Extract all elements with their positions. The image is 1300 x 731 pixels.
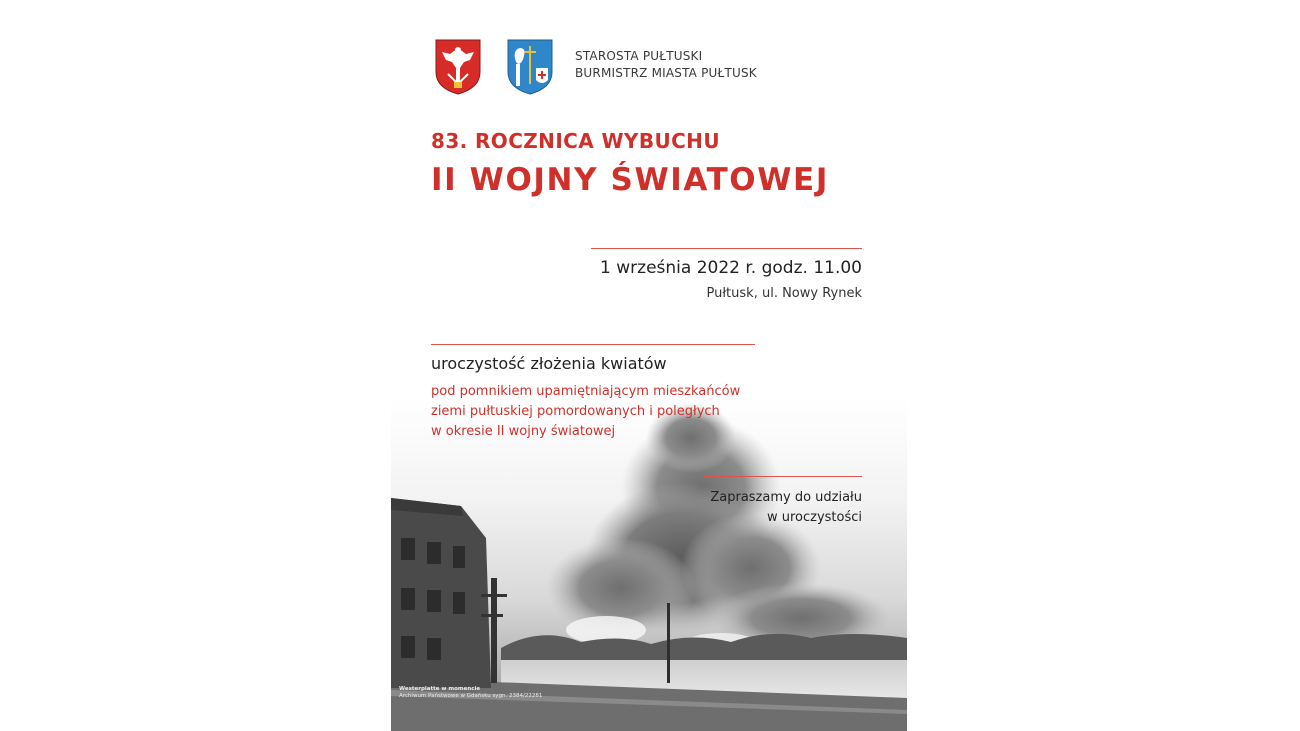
- ceremony-line: pod pomnikiem upamiętniającym mieszkańców: [431, 384, 741, 399]
- event-place: Pułtusk, ul. Nowy Rynek: [706, 286, 862, 301]
- organizer-burmistrz: BURMISTRZ MIASTA PUŁTUSK: [575, 66, 757, 80]
- photo-caption: [399, 686, 699, 700]
- organizer-starosta: STAROSTA PUŁTUSKI: [575, 49, 703, 63]
- photo-caption-title: Westerplatte w momencie: [399, 686, 481, 692]
- divider-date: [591, 248, 862, 249]
- photo-caption-source: Archiwum Państwowe w Gdańsku sygn. 2384/22281: [399, 693, 543, 699]
- bishop-crest-icon: [506, 38, 554, 96]
- invitation-line-2: w uroczystości: [766, 510, 862, 525]
- historical-photo: [391, 398, 907, 731]
- eagle-crest-icon: [434, 38, 482, 96]
- ceremony-heading: uroczystość złożenia kwiatów: [431, 354, 667, 373]
- event-date-time: 1 września 2022 r. godz. 11.00: [600, 258, 862, 278]
- ceremony-line: w okresie II wojny światowej: [431, 424, 616, 439]
- event-poster: [391, 0, 907, 731]
- divider-ceremony: [431, 344, 755, 345]
- divider-invite: [704, 476, 862, 477]
- ceremony-line: ziemi pułtuskiej pomordowanych i poległych: [431, 404, 720, 419]
- poster-title-line-2: II WOJNY ŚWIATOWEJ: [431, 162, 829, 198]
- invitation-line-1: Zapraszamy do udziału: [710, 490, 862, 505]
- poster-title-line-1: 83. ROCZNICA WYBUCHU: [431, 129, 720, 153]
- organizers: [575, 48, 757, 82]
- invitation: [710, 488, 862, 528]
- smoke-photo-illustration: [391, 398, 907, 731]
- ceremony-description: [431, 382, 740, 442]
